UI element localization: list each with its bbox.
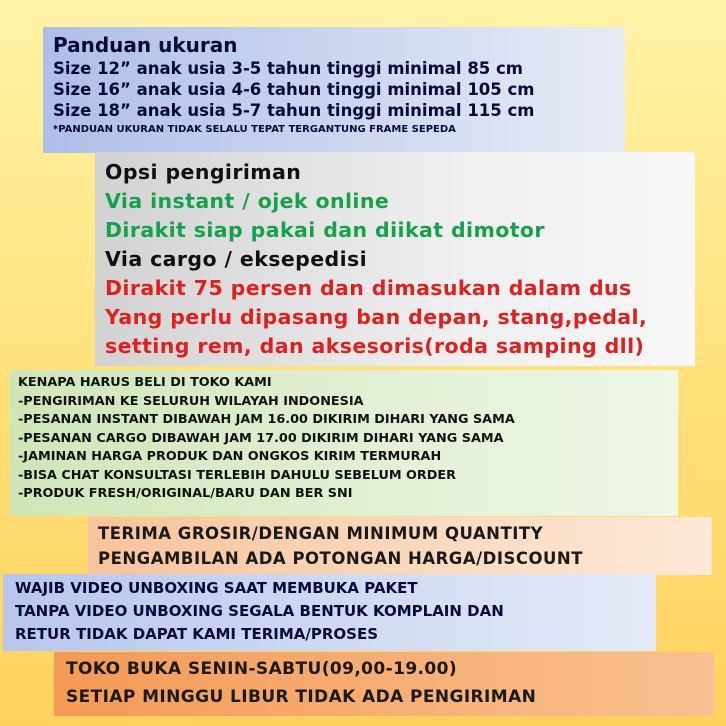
- why-buy-item: -PRODUK FRESH/ORIGINAL/BARU DAN BER SNI: [18, 486, 353, 501]
- cargo-shipping-desc: Yang perlu dipasang ban depan, stang,pedal,: [105, 305, 648, 329]
- why-buy-item: -BISA CHAT KONSULTASI TERLEBIH DAHULU SEBELUM ORDER: [18, 467, 456, 483]
- cargo-shipping-desc: Dirakit 75 persen dan dimasukan dalam dus: [105, 276, 632, 300]
- store-hours-line: SETIAP MINGGU LIBUR TIDAK ADA PENGIRIMAN: [66, 687, 537, 707]
- why-buy-item: -PESANAN INSTANT DIBAWAH JAM 16.00 DIKIRIM DIHARI YANG SAMA: [18, 412, 515, 427]
- unboxing-line: RETUR TIDAK DAPAT KAMI TERIMA/PROSES: [15, 625, 379, 643]
- store-hours-line: TOKO BUKA SENIN-SABTU(09,00-19.00): [66, 659, 458, 679]
- store-hours-panel: [54, 652, 714, 716]
- why-buy-item: -PENGIRIMAN KE SELURUH WILAYAH INDONESIA: [18, 393, 364, 409]
- wholesale-panel: [88, 517, 712, 575]
- wholesale-line: PENGAMBILAN ADA POTONGAN HARGA/DISCOUNT: [98, 549, 583, 568]
- instant-shipping-desc: Dirakit siap pakai dan diikat dimotor: [105, 218, 545, 242]
- shipping-options-panel: [95, 152, 695, 366]
- why-buy-panel: [10, 370, 678, 516]
- size-guide-row: Size 18” anak usia 5-7 tahun tinggi minimal 115 cm: [53, 101, 535, 120]
- wholesale-line: TERIMA GROSIR/DENGAN MINIMUM QUANTITY: [98, 524, 544, 543]
- size-guide-row: Size 16” anak usia 4-6 tahun tinggi minimal 105 cm: [53, 80, 535, 99]
- shipping-title: Opsi pengiriman: [105, 160, 302, 184]
- instant-shipping-label: Via instant / ojek online: [105, 189, 390, 213]
- size-guide-panel: [43, 27, 625, 153]
- cargo-shipping-label: Via cargo / eksepedisi: [105, 247, 368, 271]
- unboxing-line: TANPA VIDEO UNBOXING SEGALA BENTUK KOMPLAIN DAN: [15, 602, 504, 620]
- why-buy-title: KENAPA HARUS BELI DI TOKO KAMI: [18, 375, 272, 390]
- why-buy-item: -PESANAN CARGO DIBAWAH JAM 17.00 DIKIRIM DIHARI YANG SAMA: [18, 430, 504, 446]
- size-guide-note: *PANDUAN UKURAN TIDAK SELALU TEPAT TERGANTUNG FRAME SEPEDA: [53, 124, 456, 135]
- cargo-shipping-desc: setting rem, dan aksesoris(roda samping dll): [105, 334, 645, 358]
- unboxing-line: WAJIB VIDEO UNBOXING SAAT MEMBUKA PAKET: [15, 579, 418, 597]
- why-buy-item: -JAMINAN HARGA PRODUK DAN ONGKOS KIRIM TERMURAH: [18, 449, 442, 464]
- unboxing-panel: [3, 574, 656, 651]
- size-guide-title: Panduan ukuran: [53, 33, 238, 57]
- size-guide-row: Size 12” anak usia 3-5 tahun tinggi minimal 85 cm: [53, 59, 523, 78]
